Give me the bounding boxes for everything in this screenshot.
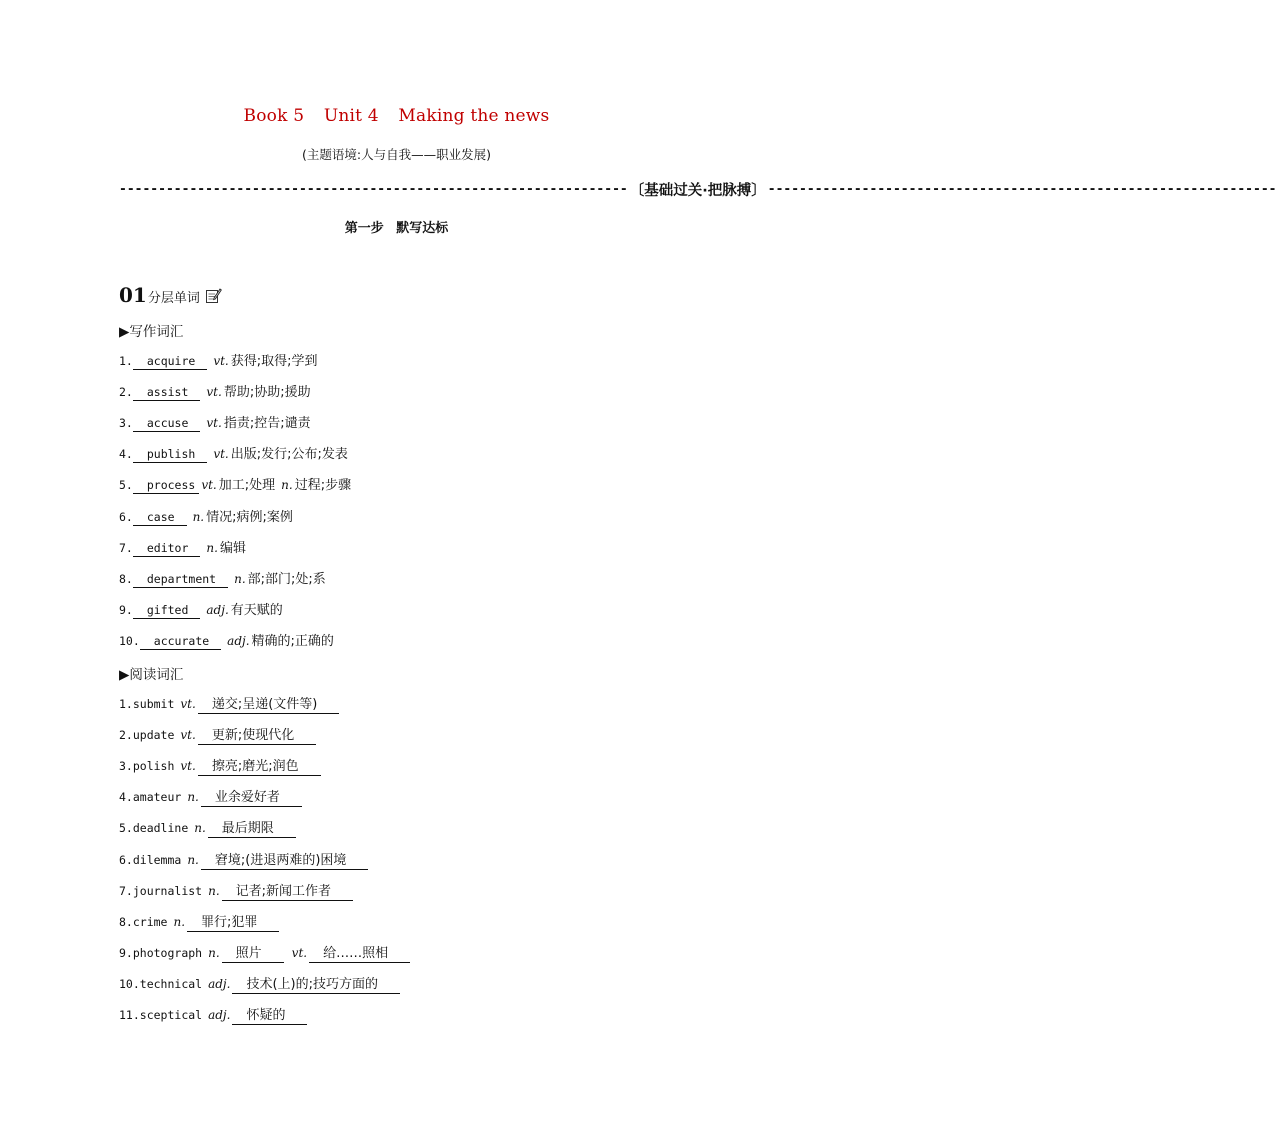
answer-blank: publish	[133, 447, 207, 463]
list-item: 10. accurate adj. 精确的;正确的	[119, 634, 334, 649]
answer-blank: 给……照相	[309, 946, 410, 963]
list-item: 9.photograph n. 照片 vt. 给……照相	[119, 944, 410, 962]
step-heading	[0, 217, 793, 236]
answer-blank: gifted	[133, 603, 201, 619]
answer-blank: editor	[133, 541, 201, 557]
list-item: 5.deadline n. 最后期限	[119, 819, 296, 837]
section-label: 分层单词	[147, 291, 200, 306]
title-book: Book 5	[243, 106, 305, 126]
answer-blank: 罪行;犯罪	[187, 915, 279, 932]
list-item: 4. publish vt. 出版;发行;公布;发表	[119, 447, 348, 462]
answer-blank: case	[133, 510, 187, 526]
section-heading	[119, 283, 222, 307]
list-item: 2.update vt. 更新;使现代化	[119, 726, 316, 744]
answer-blank: process	[133, 478, 199, 494]
list-item: 6.dilemma n. 窘境;(进退两难的)困境	[119, 851, 368, 869]
section-banner	[119, 176, 1276, 202]
answer-blank: 记者;新闻工作者	[222, 884, 353, 901]
answer-blank: 照片	[222, 946, 284, 963]
title-topic: Making the news	[398, 106, 550, 126]
title-unit: Unit 4	[323, 106, 379, 126]
answer-blank: 更新;使现代化	[198, 728, 316, 745]
answer-blank: 递交;呈递(文件等)	[198, 697, 340, 714]
pencil-note-icon	[205, 287, 222, 304]
reading-vocab-heading: ▶阅读词汇	[119, 667, 184, 683]
list-item: 11.sceptical adj. 怀疑的	[119, 1006, 307, 1024]
list-item: 8.crime n. 罪行;犯罪	[119, 913, 279, 931]
list-item: 7.journalist n. 记者;新闻工作者	[119, 882, 353, 900]
answer-blank: 业余爱好者	[201, 790, 302, 807]
list-item: 5. process vt. 加工;处理 n. 过程;步骤	[119, 478, 352, 493]
step-label: 默写达标	[396, 221, 449, 236]
list-item: 1.submit vt. 递交;呈递(文件等)	[119, 695, 339, 713]
answer-blank: 怀疑的	[232, 1008, 307, 1025]
list-item: 3. accuse vt. 指责;控告;谴责	[119, 416, 311, 431]
step-number: 第一步	[344, 221, 384, 236]
answer-blank: accurate	[140, 634, 221, 650]
list-item: 10.technical adj. 技术(上)的;技巧方面的	[119, 975, 400, 993]
banner-dashes-left: -----------------------------------------------------------------	[119, 181, 628, 197]
answer-blank: 技术(上)的;技巧方面的	[232, 977, 400, 994]
list-item: 7. editor n. 编辑	[119, 541, 246, 556]
answer-blank: department	[133, 572, 228, 588]
writing-vocab-heading: ▶写作词汇	[119, 324, 184, 340]
page-subtitle: (主题语境:人与自我——职业发展)	[302, 147, 491, 162]
section-number: 01	[119, 283, 147, 307]
answer-blank: 擦亮;磨光;润色	[198, 759, 321, 776]
banner-text: 〔基础过关·把脉搏〕	[629, 182, 766, 199]
banner-dashes-right: -----------------------------------------------------------------	[767, 181, 1276, 197]
answer-blank: acquire	[133, 354, 207, 370]
list-item: 8. department n. 部;部门;处;系	[119, 572, 326, 587]
answer-blank: 窘境;(进退两难的)困境	[201, 853, 369, 870]
list-item: 4.amateur n. 业余爱好者	[119, 788, 302, 806]
list-item: 9. gifted adj. 有天赋的	[119, 603, 283, 618]
answer-blank: 最后期限	[208, 821, 296, 838]
page-title	[0, 106, 793, 126]
list-item: 2. assist vt. 帮助;协助;援助	[119, 385, 311, 400]
list-item: 1. acquire vt. 获得;取得;学到	[119, 354, 318, 369]
answer-blank: assist	[133, 385, 201, 401]
list-item: 3.polish vt. 擦亮;磨光;润色	[119, 757, 321, 775]
answer-blank: accuse	[133, 416, 201, 432]
list-item: 6. case n. 情况;病例;案例	[119, 510, 293, 525]
